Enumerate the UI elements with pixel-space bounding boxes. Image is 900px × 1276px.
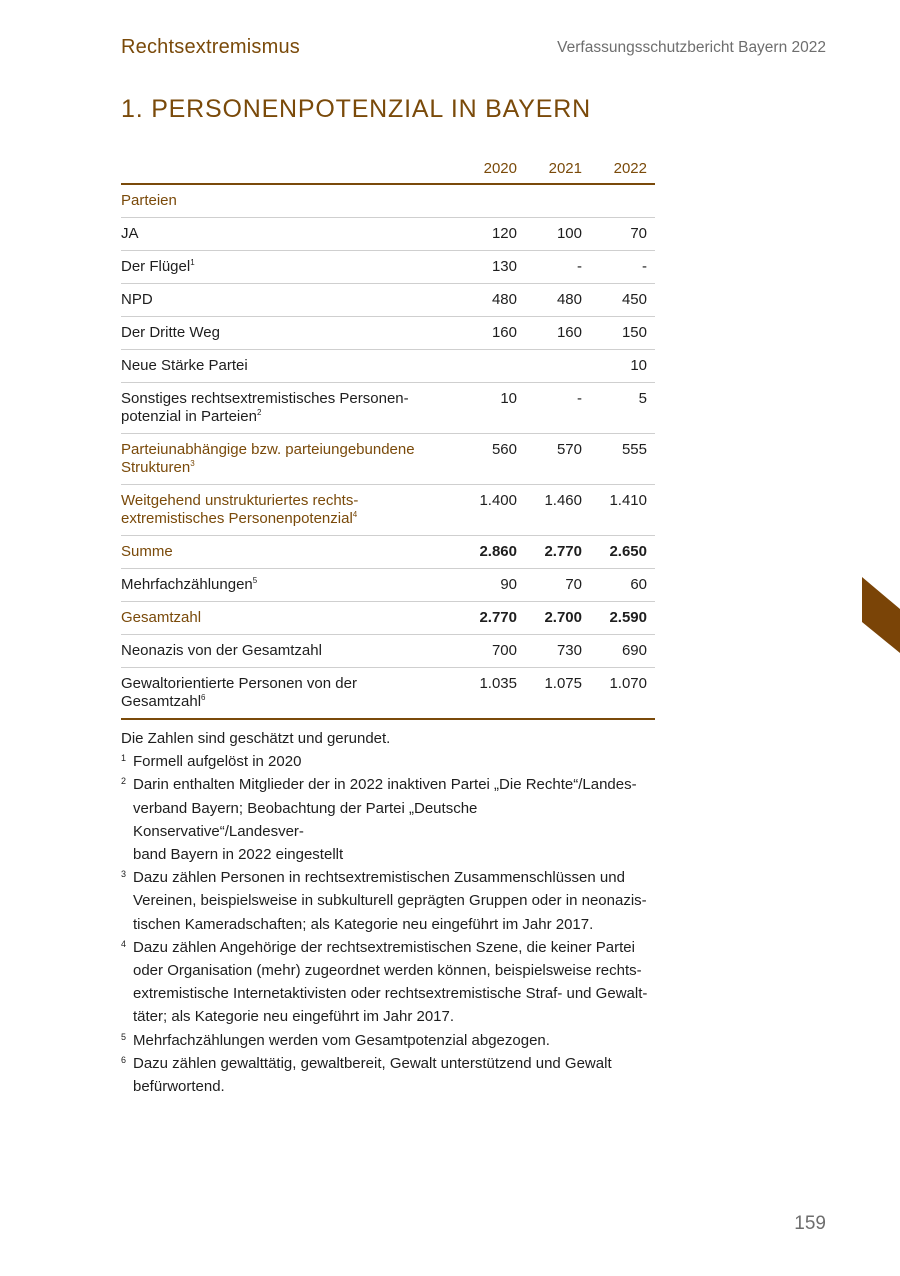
table-notes bbox=[121, 727, 651, 1098]
value-cell: 480 bbox=[460, 284, 525, 317]
table-row bbox=[121, 317, 655, 350]
value-cell: 10 bbox=[460, 383, 525, 434]
row-label bbox=[121, 350, 460, 383]
row-label bbox=[121, 569, 460, 602]
value-cell: 570 bbox=[525, 434, 590, 485]
value-cell bbox=[590, 184, 655, 218]
row-label-line: Parteien bbox=[121, 192, 177, 209]
value-cell: 2.860 bbox=[460, 536, 525, 569]
footnote-list bbox=[121, 750, 651, 1098]
value-cell: 555 bbox=[590, 434, 655, 485]
footnote-number: 2 bbox=[121, 776, 127, 787]
row-label-line: Neue Stärke Partei bbox=[121, 357, 248, 374]
footnote bbox=[121, 866, 651, 936]
row-label-line: Weitgehend unstrukturiertes rechts- bbox=[121, 492, 359, 509]
footnote-text-line: Mehrfachzählungen werden vom Gesamtpotenzial abgezogen. bbox=[133, 1031, 550, 1049]
value-cell: 1.400 bbox=[460, 485, 525, 536]
running-header-section: Rechtsextremismus bbox=[121, 36, 300, 58]
row-label bbox=[121, 485, 460, 536]
table-body bbox=[121, 184, 655, 719]
table-row bbox=[121, 668, 655, 720]
value-cell: 730 bbox=[525, 635, 590, 668]
row-label-line: potenzial in Parteien bbox=[121, 408, 257, 425]
page-title: 1. PERSONENPOTENZIAL IN BAYERN bbox=[121, 95, 591, 123]
footnote-text-line: oder Organisation (mehr) zugeordnet werden können, beispielsweise rechts- bbox=[133, 962, 642, 980]
footnote-text-line: Darin enthalten Mitglieder der in 2022 inaktiven Partei „Die Rechte“/Landes- bbox=[133, 776, 637, 794]
value-cell: - bbox=[590, 251, 655, 284]
footnote-number: 6 bbox=[121, 1054, 127, 1065]
row-label-line: JA bbox=[121, 225, 139, 242]
value-cell: 70 bbox=[525, 569, 590, 602]
footnote bbox=[121, 750, 651, 773]
value-cell bbox=[525, 350, 590, 383]
footnote-ref: 5 bbox=[252, 576, 258, 585]
footnote-ref: 1 bbox=[190, 258, 195, 267]
value-cell: 480 bbox=[525, 284, 590, 317]
value-cell: 1.460 bbox=[525, 485, 590, 536]
footnote-number: 5 bbox=[121, 1031, 127, 1042]
footnote-number: 3 bbox=[121, 869, 127, 880]
value-cell: 450 bbox=[590, 284, 655, 317]
value-cell: 160 bbox=[460, 317, 525, 350]
table-row bbox=[121, 284, 655, 317]
table-row bbox=[121, 569, 655, 602]
value-cell bbox=[525, 184, 590, 218]
footnote bbox=[121, 936, 651, 1029]
value-cell bbox=[460, 184, 525, 218]
value-cell: 130 bbox=[460, 251, 525, 284]
footnote-text-line: Dazu zählen Angehörige der rechtsextremistischen Szene, die keiner Partei bbox=[133, 938, 635, 956]
value-cell: 120 bbox=[460, 218, 525, 251]
footnote-text-line: befürwortend. bbox=[133, 1078, 225, 1096]
footnote-text-line: Vereinen, beispielsweise in subkulturell geprägten Gruppen oder in neonazis- bbox=[133, 892, 647, 910]
row-label-line: Strukturen bbox=[121, 459, 191, 476]
table-row bbox=[121, 218, 655, 251]
footnote-text-line: Dazu zählen gewalttätig, gewaltbereit, Gewalt unterstützend und Gewalt bbox=[133, 1054, 612, 1072]
value-cell: - bbox=[525, 383, 590, 434]
table-row bbox=[121, 485, 655, 536]
chapter-tab-marker bbox=[862, 577, 900, 653]
row-label bbox=[121, 668, 460, 720]
notes-intro: Die Zahlen sind geschätzt und gerundet. bbox=[121, 730, 391, 747]
personenpotenzial-table bbox=[121, 152, 655, 720]
page-number: 159 bbox=[794, 1213, 826, 1234]
value-cell: 70 bbox=[590, 218, 655, 251]
row-label bbox=[121, 602, 460, 635]
footnote-text-line: tischen Kameradschaften; als Kategorie neu eingeführt im Jahr 2017. bbox=[133, 915, 594, 933]
footnote bbox=[121, 1052, 651, 1098]
value-cell: 60 bbox=[590, 569, 655, 602]
value-cell: 1.410 bbox=[590, 485, 655, 536]
row-label-line: Gesamtzahl bbox=[121, 693, 202, 710]
footnote-ref: 2 bbox=[256, 408, 262, 417]
table-header-row bbox=[121, 152, 655, 184]
table-header-label bbox=[121, 152, 460, 184]
row-label bbox=[121, 284, 460, 317]
row-label-line: Der Dritte Weg bbox=[121, 324, 220, 341]
table-row bbox=[121, 383, 655, 434]
year-header: 2020 bbox=[460, 152, 525, 184]
table-row bbox=[121, 602, 655, 635]
value-cell: 2.770 bbox=[525, 536, 590, 569]
footnote-ref: 3 bbox=[190, 459, 195, 468]
value-cell: 160 bbox=[525, 317, 590, 350]
footnote-text-line: täter; als Kategorie neu eingeführt im Jahr 2017. bbox=[133, 1008, 455, 1026]
footnote-ref: 4 bbox=[352, 510, 358, 519]
row-label bbox=[121, 536, 460, 569]
footnote bbox=[121, 773, 651, 866]
row-label-line: NPD bbox=[121, 291, 153, 308]
value-cell bbox=[460, 350, 525, 383]
row-label bbox=[121, 383, 460, 434]
footnote-text-line: verband Bayern; Beobachtung der Partei „Deutsche Konservative“/Landesver- bbox=[133, 799, 478, 840]
year-header: 2022 bbox=[590, 152, 655, 184]
row-label bbox=[121, 434, 460, 485]
table-row bbox=[121, 536, 655, 569]
value-cell: 690 bbox=[590, 635, 655, 668]
row-label bbox=[121, 184, 460, 218]
row-label bbox=[121, 251, 460, 284]
row-label-line: Gesamtzahl bbox=[121, 609, 202, 626]
value-cell: 2.590 bbox=[590, 602, 655, 635]
year-header: 2021 bbox=[525, 152, 590, 184]
table-row bbox=[121, 251, 655, 284]
table-row bbox=[121, 184, 655, 218]
value-cell: 100 bbox=[525, 218, 590, 251]
footnote-text-line: band Bayern in 2022 eingestellt bbox=[133, 846, 344, 864]
row-label-line: Mehrfachzählungen bbox=[121, 576, 253, 593]
value-cell: 10 bbox=[590, 350, 655, 383]
row-label-line: Parteiunabhängige bzw. parteiungebundene bbox=[121, 441, 415, 458]
footnote-number: 1 bbox=[121, 753, 127, 764]
table-row bbox=[121, 350, 655, 383]
value-cell: 560 bbox=[460, 434, 525, 485]
row-label-line: Neonazis von der Gesamtzahl bbox=[121, 642, 322, 659]
row-label-line: Gewaltorientierte Personen von der bbox=[121, 675, 357, 692]
footnote bbox=[121, 1029, 651, 1052]
value-cell: 1.075 bbox=[525, 668, 590, 720]
row-label bbox=[121, 635, 460, 668]
value-cell: 1.035 bbox=[460, 668, 525, 720]
value-cell: 90 bbox=[460, 569, 525, 602]
row-label bbox=[121, 218, 460, 251]
table-row bbox=[121, 434, 655, 485]
footnote-ref: 6 bbox=[201, 693, 206, 702]
value-cell: 700 bbox=[460, 635, 525, 668]
value-cell: 1.070 bbox=[590, 668, 655, 720]
footnote-number: 4 bbox=[121, 938, 127, 949]
row-label bbox=[121, 317, 460, 350]
row-label-line: Summe bbox=[121, 543, 173, 560]
footnote-text-line: Dazu zählen Personen in rechtsextremistischen Zusammenschlüssen und bbox=[133, 869, 625, 887]
value-cell: 150 bbox=[590, 317, 655, 350]
row-label-line: extremistisches Personenpotenzial bbox=[121, 510, 353, 527]
row-label-line: Sonstiges rechtsextremistisches Personen- bbox=[121, 390, 409, 407]
footnote-text-line: extremistische Internetaktivisten oder rechtsextremistische Straf- und Gewalt- bbox=[133, 985, 648, 1003]
value-cell: 2.650 bbox=[590, 536, 655, 569]
value-cell: 5 bbox=[590, 383, 655, 434]
running-header-publication: Verfassungsschutzbericht Bayern 2022 bbox=[557, 39, 826, 56]
value-cell: 2.770 bbox=[460, 602, 525, 635]
value-cell: - bbox=[525, 251, 590, 284]
footnote-text-line: Formell aufgelöst in 2020 bbox=[133, 753, 302, 771]
table-row bbox=[121, 635, 655, 668]
value-cell: 2.700 bbox=[525, 602, 590, 635]
row-label-line: Der Flügel bbox=[121, 258, 191, 275]
